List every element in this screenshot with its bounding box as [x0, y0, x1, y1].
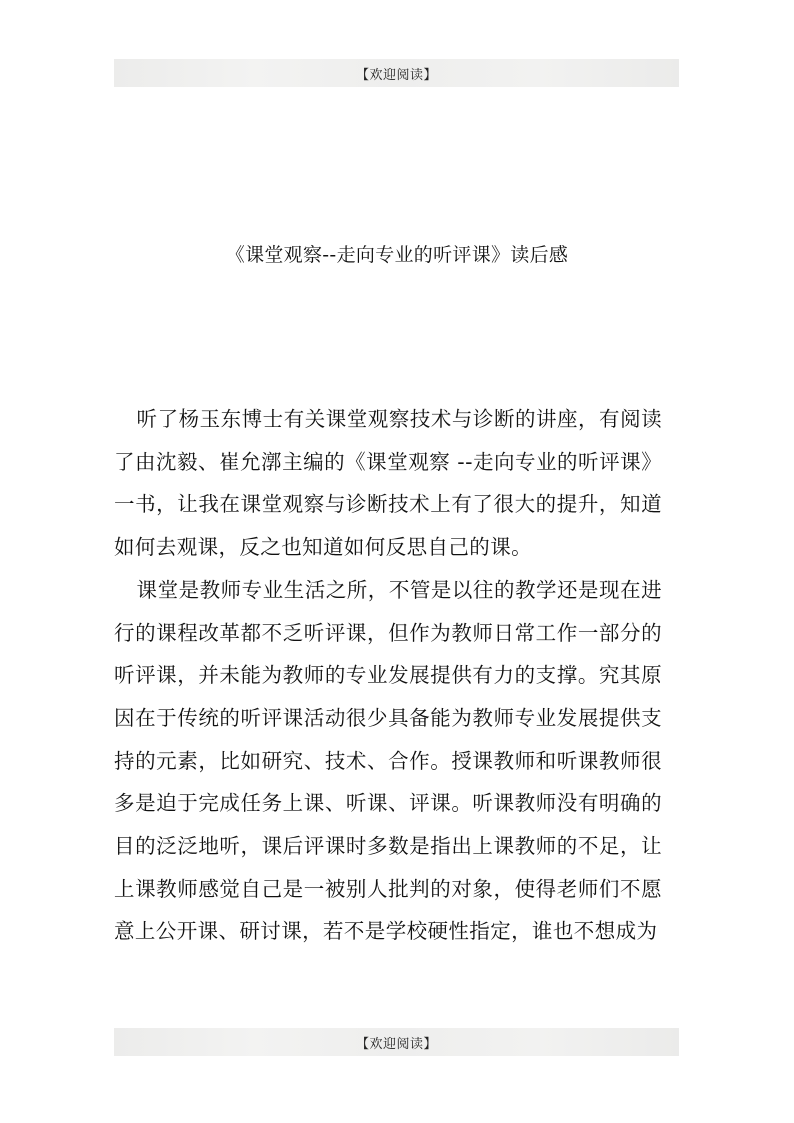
- document-body: [114, 398, 662, 953]
- body-paragraph: 课堂是教师专业生活之所，不管是以往的教学还是现在进行的课程改革都不乏听评课，但作为教师日常工作一部分的听评课，并未能为教师的专业发展提供有力的支撑。究其原因在于传统的听评课活动很少具备能为教师专业发展提供支持的元素，比如研究、技术、合作。授课教师和听课教师很多是迫于完成任务上课、听课、评课。听课教师没有明确的目的泛泛地听，课后评课时多数是指出上课教师的不足，让上课教师感觉自己是一被别人批判的对象，使得老师们不愿意上公开课、研讨课，若不是学校硬性指定，谁也不想成为: [114, 577, 662, 944]
- footer-banner: [114, 1028, 679, 1056]
- body-paragraph: 听了杨玉东博士有关课堂观察技术与诊断的讲座，有阅读了由沈毅、崔允漷主编的《课堂观察 --走向专业的听评课》一书，让我在课堂观察与诊断技术上有了很大的提升，知道如何去观课，反之也知道如何反思自己的课。: [114, 407, 662, 560]
- document-title: 《课堂观察--走向专业的听评课》读后感: [225, 244, 569, 266]
- header-banner-text: 【欢迎阅读】: [355, 67, 437, 83]
- footer-banner-text: 【欢迎阅读】: [355, 1036, 437, 1052]
- header-banner: [114, 59, 679, 87]
